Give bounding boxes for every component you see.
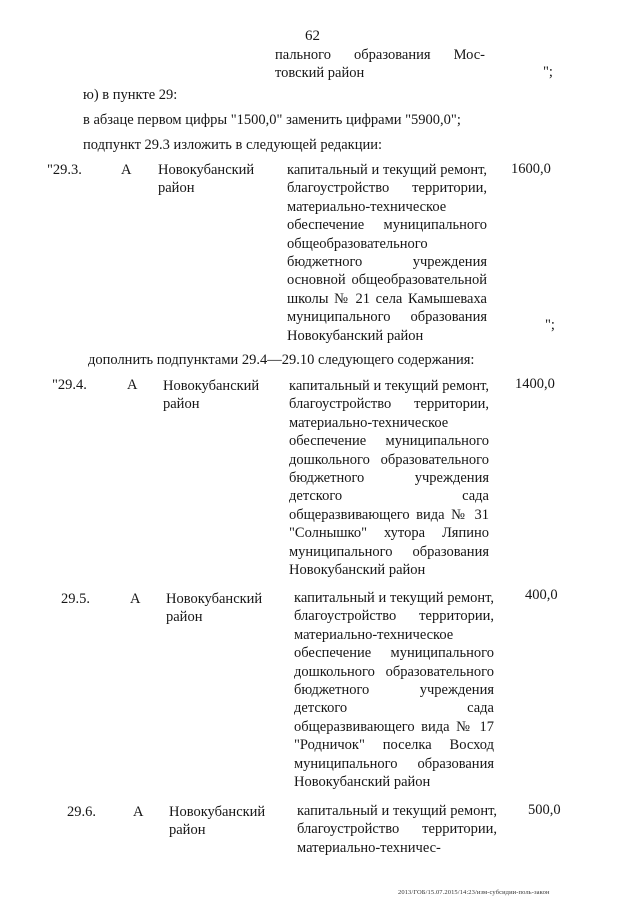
- para-item-yu: ю) в пункте 29:: [83, 87, 178, 103]
- para-subitem-29-3: подпункт 29.3 изложить в следующей редакции:: [83, 137, 383, 153]
- row-number: 29.5.: [61, 591, 90, 607]
- header-closing-quote: ";: [543, 64, 553, 80]
- row-category: А: [133, 804, 144, 820]
- row-description: капитальный и текущий ремонт, благоустройство территории, материально-техническое обеспечение муниципального дошкольного образовательного бюджетного учреждения детского сада общеразвивающего вида № 31 "Солнышко" хутора Ляпино муниципального образования Новокубанский район: [289, 378, 489, 579]
- header-desc-continued: пального образования Мос-товский район: [275, 47, 485, 82]
- row-district: Новокубанский район: [158, 162, 255, 197]
- row-amount: 1400,0: [515, 376, 555, 392]
- row-description: капитальный и текущий ремонт, благоустройство территории, материально-техническое обеспечение муниципального дошкольного образовательного бюджетного учреждения детского сада общеразвивающего вида № 17 "Родничок" поселка Восход муниципального образования Новокубанский район: [294, 590, 494, 791]
- row-district: Новокубанский район: [166, 591, 263, 626]
- row-amount: 400,0: [525, 587, 558, 603]
- row-district: Новокубанский район: [169, 804, 266, 839]
- row-category: А: [127, 377, 138, 393]
- row-district: Новокубанский район: [163, 378, 260, 413]
- para-replace-figures: в абзаце первом цифры "1500,0" заменить цифрами "5900,0";: [83, 112, 461, 128]
- row-description: капитальный и текущий ремонт, благоустройство территории, материально-техническое обеспечение муниципального общеобразовательного бюджетного учреждения основной общеобразовательной школы № 21 села Камышеваха муниципального образования Новокубанский район: [287, 162, 487, 344]
- row-category: А: [121, 162, 132, 178]
- footer-file-stamp: 2013/ГОБ/15.07.2015/14:23/изм-субсидии-поль-закон: [398, 889, 550, 896]
- page-number: 62: [305, 28, 320, 44]
- para-add-subitems: дополнить подпунктами 29.4—29.10 следующего содержания:: [88, 352, 475, 368]
- row-number: 29.6.: [67, 804, 96, 820]
- row-number: "29.4.: [52, 377, 87, 393]
- row-amount: 500,0: [528, 802, 561, 818]
- row-number: "29.3.: [47, 162, 82, 178]
- row-category: А: [130, 591, 141, 607]
- row-amount: 1600,0: [511, 161, 551, 177]
- row-description: капитальный и текущий ремонт, благоустройство территории, материально-техничес-: [297, 803, 497, 856]
- row-closing-quote: ";: [545, 317, 555, 333]
